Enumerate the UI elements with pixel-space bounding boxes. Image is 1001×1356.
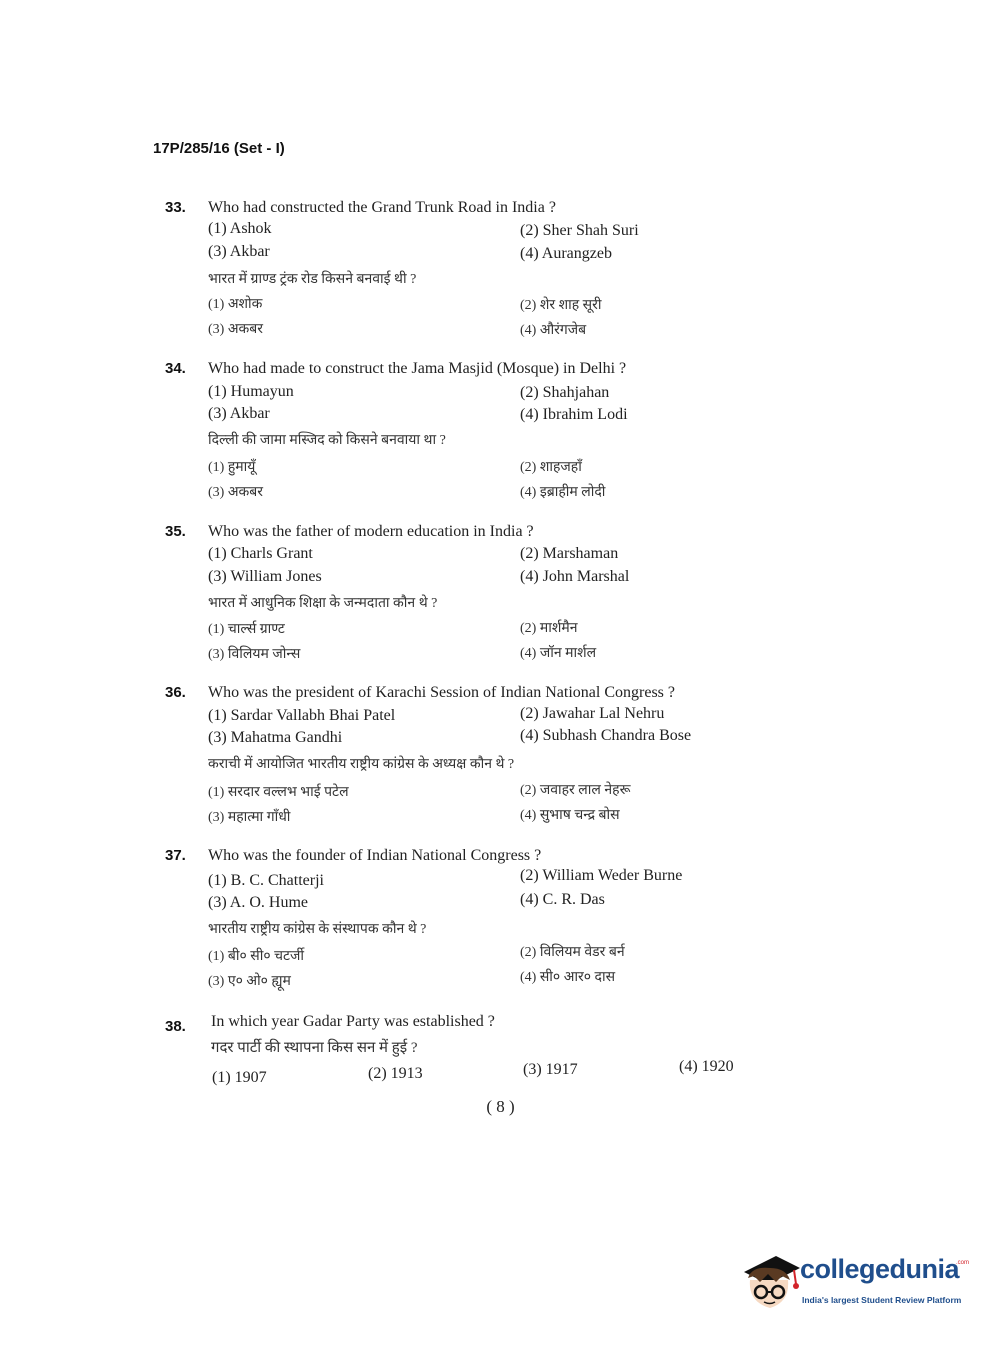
question-text-en: Who was the father of modern education in India ? [208,523,534,540]
collegedunia-logo [742,1250,972,1320]
option-4-en: (4) Aurangzeb [520,245,612,262]
question-text-hi: भारत में आधुनिक शिक्षा के जन्मदाता कौन थे ? [208,596,438,611]
question-text-en: Who was the president of Karachi Session of Indian National Congress ? [208,684,675,701]
option-1-hi: (1) सरदार वल्लभ भाई पटेल [208,785,349,800]
option-1-hi: (1) चार्ल्स ग्राण्ट [208,622,285,637]
option-2-en: (2) William Weder Burne [520,867,683,884]
option-1-en: (1) Ashok [208,220,272,237]
option-1-hi: (1) बी० सी० चटर्जी [208,949,305,964]
option-4-en: (4) Subhash Chandra Bose [520,727,692,744]
option-2-hi: (2) शाहजहाँ [520,460,582,475]
option-4-hi: (4) इब्राहीम लोदी [520,485,606,500]
option-4-hi: (4) सी० आर० दास [520,970,616,985]
option-1-hi: (1) हुमायूँ [208,460,256,475]
option-3-hi: (3) अकबर [208,485,263,500]
option-3-hi: (3) अकबर [208,322,263,337]
question-text-hi: गदर पार्टी की स्थापना किस सन में हुई ? [211,1040,418,1056]
option-2-en: (2) Marshaman [520,545,619,562]
option-3-hi: (3) ए० ओ० ह्यूम [208,974,291,989]
option-3: (3) 1917 [523,1061,578,1078]
question-text-en: In which year Gadar Party was established ? [211,1013,495,1030]
option-3-en: (3) Akbar [208,405,270,422]
option-2-en: (2) Shahjahan [520,384,610,401]
logo-wordmark: collegedunia [800,1254,960,1284]
option-4-hi: (4) सुभाष चन्द्र बोस [520,808,620,823]
option-1-en: (1) Humayun [208,383,294,400]
question-number: 36. [165,684,186,701]
question-text-en: Who had made to construct the Jama Masjid (Mosque) in Delhi ? [208,360,627,377]
option-3-hi: (3) महात्मा गाँधी [208,810,291,825]
option-3-en: (3) A. O. Hume [208,894,308,911]
question-number: 33. [165,199,186,216]
question-text-en: Who was the founder of Indian National Congress ? [208,847,542,864]
option-3-en: (3) William Jones [208,568,322,585]
option-4: (4) 1920 [679,1058,734,1075]
option-1-en: (1) Charls Grant [208,545,313,562]
option-1-hi: (1) अशोक [208,297,263,312]
option-4-en: (4) Ibrahim Lodi [520,406,628,423]
option-2-hi: (2) मार्शमैन [520,621,578,636]
logo-tagline: India's largest Student Review Platform [802,1295,962,1305]
question-text-hi: दिल्ली की जामा मस्जिद को किसने बनवाया था ? [208,433,446,448]
option-1-en: (1) Sardar Vallabh Bhai Patel [208,707,396,724]
logo-suffix: .com [956,1260,970,1266]
mascot-icon [742,1250,800,1312]
option-3-en: (3) Akbar [208,243,270,260]
question-number: 37. [165,847,186,864]
option-3-hi: (3) विलियम जोन्स [208,647,301,662]
question-text-hi: भारतीय राष्ट्रीय कांग्रेस के संस्थापक कौन थे ? [208,922,427,937]
question-text-hi: कराची में आयोजित भारतीय राष्ट्रीय कांग्रेस के अध्यक्ष कौन थे ? [208,757,515,772]
option-4-en: (4) John Marshal [520,568,630,585]
paper-code: 17P/285/16 (Set - I) [153,140,285,157]
option-4-en: (4) C. R. Das [520,891,605,908]
option-2-hi: (2) विलियम वेडर बर्न [520,945,625,960]
option-1: (1) 1907 [212,1069,267,1086]
question-number: 34. [165,360,186,377]
option-4-hi: (4) जॉन मार्शल [520,646,597,661]
option-2-hi: (2) शेर शाह सूरी [520,298,602,313]
option-3-en: (3) Mahatma Gandhi [208,729,343,746]
option-2: (2) 1913 [368,1065,423,1082]
option-2-hi: (2) जवाहर लाल नेहरू [520,783,631,798]
question-text-hi: भारत में ग्राण्ड ट्रंक रोड किसने बनवाई थी ? [208,272,417,287]
option-1-en: (1) B. C. Chatterji [208,872,324,889]
page-number: ( 8 ) [486,1097,515,1116]
option-2-en: (2) Jawahar Lal Nehru [520,705,665,722]
option-4-hi: (4) औरंगजेब [520,323,587,338]
option-2-en: (2) Sher Shah Suri [520,222,639,239]
question-number: 35. [165,523,186,540]
question-text-en: Who had constructed the Grand Trunk Road in India ? [208,199,556,216]
question-number: 38. [165,1018,186,1035]
